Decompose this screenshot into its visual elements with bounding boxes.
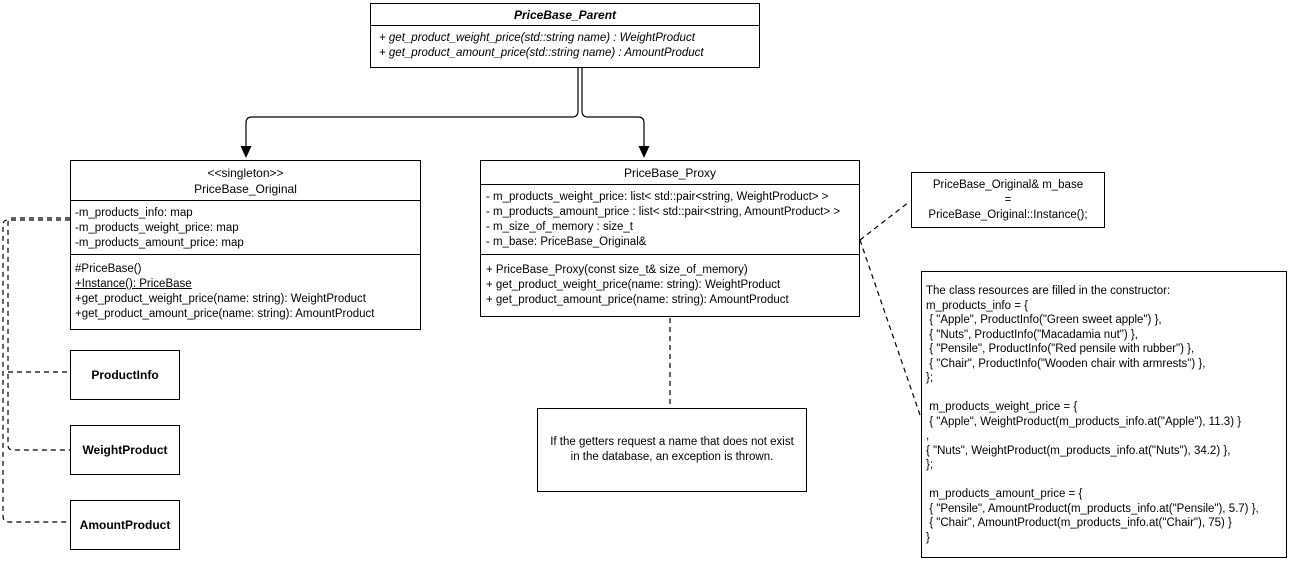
- method-line: +get_product_amount_price(name: string): AmountProduct: [75, 308, 375, 320]
- class-title: [371, 4, 759, 26]
- note-line: { "Nuts", ProductInfo("Macadamia nut") },: [926, 328, 1138, 341]
- inheritance-edge-original: [246, 68, 578, 146]
- note-line: };: [926, 459, 934, 471]
- class-methods: [371, 26, 759, 66]
- class-methods: [71, 255, 420, 329]
- note-line: m_products_amount_price = {: [926, 488, 1083, 500]
- note-line: The class resources are filled in the constructor:: [926, 285, 1171, 297]
- class-attributes: [71, 201, 420, 255]
- note-getters-exception: [537, 408, 807, 492]
- note-line: PriceBase_Original::Instance();: [928, 208, 1088, 221]
- class-pricebase-parent: [370, 3, 760, 68]
- note-constructor-resources: [921, 271, 1287, 558]
- note-line: };: [926, 372, 934, 384]
- note-line: { "Pensile", ProductInfo("Red pensile with rubber") },: [926, 343, 1195, 355]
- attribute-line: - m_products_amount_price : list< std::pair<string, AmountProduct> >: [486, 206, 841, 218]
- class-amountproduct: [70, 500, 180, 550]
- dashed-edge-amountproduct: [3, 220, 70, 522]
- method-line: + get_product_amount_price(std::string name) : AmountProduct: [379, 47, 704, 59]
- note-line: { "Chair", ProductInfo("Wooden chair with armrests") },: [926, 357, 1206, 370]
- class-name-label: ProductInfo: [91, 368, 159, 382]
- attribute-line: - m_products_weight_price: list< std::pair<string, WeightProduct> >: [486, 191, 829, 203]
- method-line: +get_product_weight_price(name: string): WeightProduct: [75, 293, 366, 305]
- note-line: { "Nuts", WeightProduct(m_products_info.at("Nuts"), 34.2) },: [926, 444, 1231, 457]
- dashed-edge-constructor-note: [860, 240, 920, 415]
- note-line: { "Apple", ProductInfo("Green sweet apple") },: [926, 314, 1162, 326]
- class-title: [481, 161, 859, 185]
- method-line: + get_product_weight_price(name: string): WeightProduct: [486, 279, 781, 291]
- note-line: ,: [926, 430, 930, 442]
- attribute-line: -m_products_amount_price: map: [75, 237, 244, 249]
- class-pricebase-proxy: [480, 160, 860, 317]
- class-name-label: AmountProduct: [79, 518, 171, 532]
- attribute-line: -m_products_weight_price: map: [75, 222, 239, 234]
- stereotype-label: <<singleton>>: [207, 165, 284, 180]
- note-line: [926, 473, 1286, 488]
- dashed-edge-mbase-note: [860, 202, 909, 240]
- note-line: PriceBase_Original& m_base: [932, 178, 1084, 191]
- inheritance-edge-proxy: [582, 68, 644, 146]
- note-line: { "Pensile", AmountProduct(m_products_info.at("Pensile"), 5.7) },: [926, 502, 1259, 515]
- class-name-label: PriceBase_Proxy: [623, 165, 717, 180]
- class-title: [71, 161, 420, 201]
- class-pricebase-original: [70, 160, 421, 330]
- attribute-line: - m_size_of_memory : size_t: [486, 221, 633, 233]
- note-line: { "Chair", AmountProduct(m_products_info.at("Chair"), 75) }: [926, 517, 1232, 529]
- note-line: }: [926, 531, 930, 544]
- method-line: +Instance(): PriceBase: [75, 278, 192, 290]
- method-line: + get_product_weight_price(std::string name) : WeightProduct: [379, 32, 695, 44]
- note-line: m_products_weight_price = {: [926, 401, 1078, 413]
- note-line: [926, 386, 1286, 401]
- class-name-label: PriceBase_Original: [194, 181, 297, 196]
- class-name-label: WeightProduct: [82, 443, 168, 457]
- class-name-label: PriceBase_Parent: [513, 7, 617, 22]
- note-line: =: [1004, 193, 1012, 206]
- method-line: #PriceBase(): [75, 263, 142, 275]
- class-methods: [481, 255, 859, 316]
- class-attributes: [481, 185, 859, 255]
- note-line: in the database, an exception is thrown.: [570, 451, 774, 463]
- class-weightproduct: [70, 425, 180, 475]
- method-line: + get_product_amount_price(name: string): AmountProduct: [486, 294, 789, 306]
- dashed-edge-weightproduct: [8, 218, 70, 450]
- note-mbase-instance: [911, 172, 1105, 228]
- attribute-line: - m_base: PriceBase_Original&: [486, 236, 647, 248]
- attribute-line: -m_products_info: map: [75, 207, 193, 219]
- arrowhead-original: [241, 146, 252, 158]
- note-line: { "Apple", WeightProduct(m_products_info.at("Apple"), 11.3) }: [926, 415, 1242, 428]
- note-line: m_products_info = {: [926, 299, 1028, 312]
- note-line: If the getters request a name that does not exist: [550, 436, 794, 448]
- class-productinfo: [70, 350, 180, 400]
- arrowhead-proxy: [639, 146, 650, 158]
- method-line: + PriceBase_Proxy(const size_t& size_of_memory): [486, 264, 748, 276]
